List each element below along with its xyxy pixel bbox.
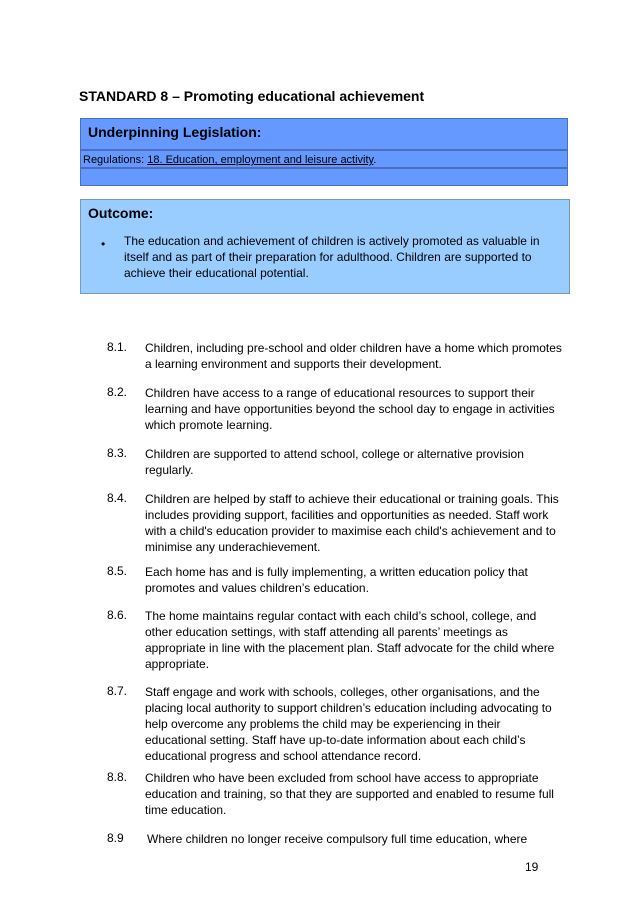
item-number: 8.8. — [107, 770, 128, 784]
item-text: Children, including pre-school and older children have a home which promotes a learning environment and supports their development. — [145, 341, 562, 371]
item-number: 8.5. — [107, 564, 128, 578]
regulations-suffix: . — [373, 154, 377, 166]
page-number: 19 — [525, 860, 539, 874]
outcome-title: Outcome: — [88, 205, 154, 221]
outcome-text: The education and achievement of children is actively promoted as valuable in itself and as part of their preparation for adulthood. Children are supported to achieve their educational potential. — [124, 234, 540, 280]
outcome-box — [80, 199, 570, 294]
item-number: 8.3. — [107, 446, 128, 460]
legislation-empty-row — [80, 168, 568, 186]
item-number: 8.4. — [107, 491, 128, 505]
item-text: Staff engage and work with schools, colleges, other organisations, and the placing local authority to support children’s education including advocating to help overcome any problems the child may be experiencing in their educational setting. Staff have up-to-date information about each child’s educational progress and school attendance record. — [145, 685, 552, 763]
legislation-title: Underpinning Legislation: — [88, 124, 262, 140]
legislation-title-box — [80, 118, 568, 150]
item-text: The home maintains regular contact with each child’s school, college, and other education settings, with staff attending all parents’ meetings as appropriate in line with the placement plan. Staff advocate for the child where appropriate. — [145, 609, 555, 671]
item-number: 8.2. — [107, 385, 128, 399]
legislation-regulations-row — [80, 150, 568, 168]
item-text: Children have access to a range of educational resources to support their learning and have opportunities beyond the school day to engage in activities which promote learning. — [145, 386, 555, 432]
item-text: Each home has and is fully implementing, a written education policy that promotes and values children’s education. — [145, 565, 528, 595]
regulation-link[interactable]: 18. Education, employment and leisure activity — [147, 154, 374, 166]
standard-heading: STANDARD 8 – Promoting educational achievement — [79, 88, 425, 104]
item-text: Children are supported to attend school, college or alternative provision regularly. — [145, 447, 524, 477]
item-number: 8.1. — [107, 340, 128, 354]
item-number: 8.6. — [107, 608, 128, 622]
item-number: 8.7. — [107, 684, 128, 698]
outcome-bullet: • — [101, 237, 106, 251]
item-text: Children who have been excluded from school have access to appropriate education and training, so that they are supported and enabled to resume full time education. — [145, 771, 554, 817]
item-text: Children are helped by staff to achieve their educational or training goals. This includes providing support, facilities and opportunities as needed. Staff work with a child's education provider to maximise each child's achievement and to minimise any underachievement. — [145, 492, 559, 554]
item-number: 8.9 — [107, 831, 124, 845]
item-text: Where children no longer receive compulsory full time education, where — [147, 832, 528, 846]
regulations-prefix: Regulations: — [83, 154, 148, 166]
